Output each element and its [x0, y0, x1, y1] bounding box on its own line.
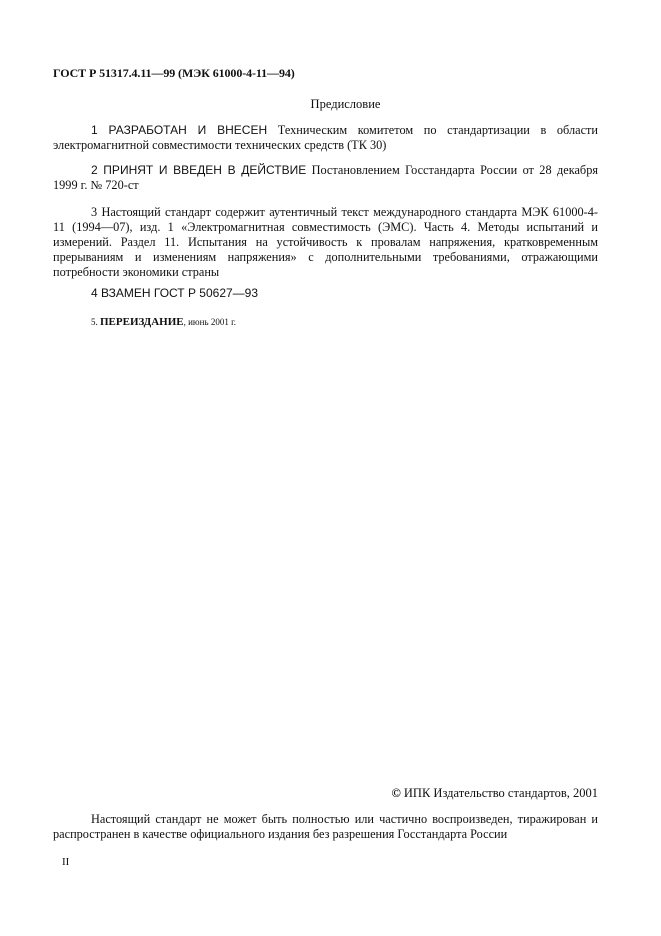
copyright-line: [391, 786, 598, 801]
reissue-number: 5.: [91, 317, 100, 327]
paragraph-lead: 1 РАЗРАБОТАН И ВНЕСЕН: [91, 123, 268, 137]
reissue-label: ПЕРЕИЗДАНИЕ: [100, 316, 184, 328]
document-header: ГОСТ Р 51317.4.11—99 (МЭК 61000-4-11—94): [53, 66, 295, 80]
paragraph-text: 3 Настоящий стандарт содержит аутентичный текст международного стандарта МЭК 61000-4-11 (1994—07), изд. 1 «Электромагнитная совместимость (ЭМС). Часть 4. Методы испытаний и измерений. Раздел 11. Испытания на устойчивость к провалам напряжения, кратковременным прерываниям и изменениям напряжения» с дополнительными требованиями, отражающими потребности экономики страны: [53, 205, 598, 279]
paragraph-content: [53, 205, 598, 280]
page-number: II: [62, 856, 70, 868]
paragraph-lead: 2 ПРИНЯТ И ВВЕДЕН В ДЕЙСТВИЕ: [91, 163, 307, 177]
paragraph-text: 4 ВЗАМЕН ГОСТ Р 50627—93: [91, 286, 259, 300]
section-title: Предисловие: [310, 97, 381, 111]
reproduction-notice: Настоящий стандарт не может быть полностью или частично воспроизведен, тиражирован и распространен в качестве официального издания без разрешения Госстандарта России: [53, 812, 598, 841]
copyright-icon: ©: [391, 786, 401, 800]
paragraph-replaces: [53, 286, 598, 301]
paragraph-reissue: [91, 316, 236, 328]
paragraph-developed-by: [53, 123, 598, 153]
reissue-date: , июнь 2001 г.: [183, 317, 236, 327]
paragraph-text: Техническим комитетом по стандартизации в области электромагнитной совместимости технических средств (ТК 30): [53, 123, 599, 152]
copyright-text: ИПК Издательство стандартов, 2001: [400, 786, 598, 800]
paragraph-adopted: [53, 163, 598, 193]
paragraph-text: Постановлением Госстандарта России от 28 декабря 1999 г. № 720-ст: [53, 163, 598, 192]
